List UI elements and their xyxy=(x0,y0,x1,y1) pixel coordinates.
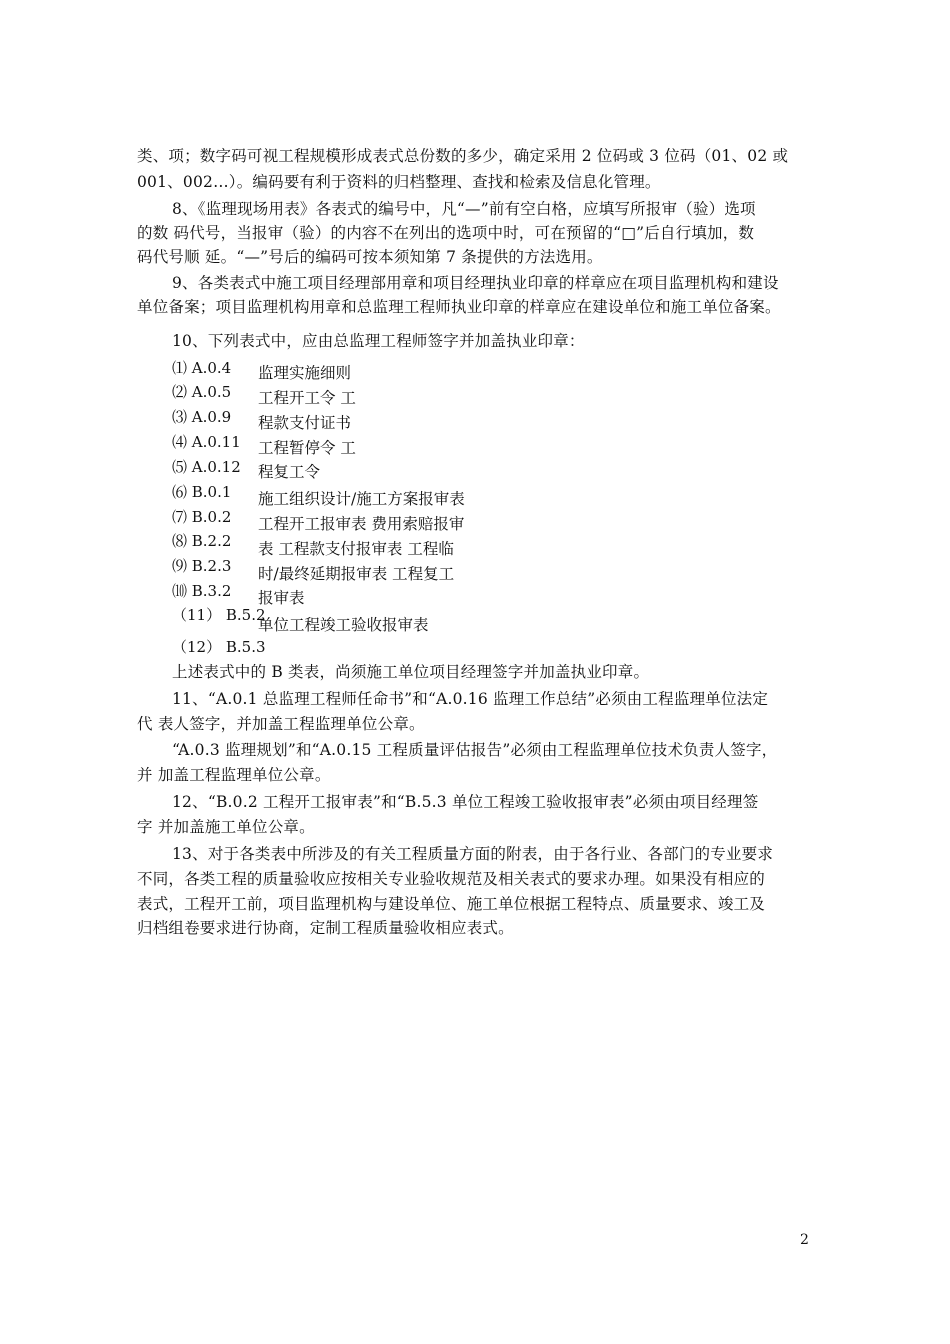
list-number: ⑶ A.0.9 xyxy=(172,408,232,426)
list-name: 表 工程款支付报审表 工程临 xyxy=(258,540,454,558)
list-name: 工程开工令 工 xyxy=(258,389,356,407)
list-name: 工程开工报审表 费用索赔报审 xyxy=(258,515,465,533)
paragraph-8-line-1: 8、《监理现场用表》各表式的编号中，凡“—”前有空白格，应填写所报审（验）选项 xyxy=(172,200,756,218)
page-number: 2 xyxy=(800,1232,809,1248)
list-number: ⑵ A.0.5 xyxy=(172,383,232,401)
list-name: 监理实施细则 xyxy=(258,364,352,382)
paragraph-11-line-1: 11、“A.0.1 总监理工程师任命书”和“A.0.16 监理工作总结”必须由工程监理单位法定 xyxy=(172,690,769,708)
list-number: ⑴ A.0.4 xyxy=(172,359,232,377)
paragraph-8-line-2: 的数 码代号，当报审（验）的内容不在列出的选项中时，可在预留的“□”后自行填加，数 xyxy=(137,224,755,242)
list-number: ⑹ B.0.1 xyxy=(172,483,232,501)
list-name: 单位工程竣工验收报审表 xyxy=(258,616,429,634)
paragraph-13-line-2: 不同，各类工程的质量验收应按相关专业验收规范及相关表式的要求办理。如果没有相应的 xyxy=(137,870,766,888)
list-number: ⑺ B.0.2 xyxy=(172,508,232,526)
list-number: （12） B.5.3 xyxy=(172,638,266,656)
paragraph-12-line-2: 字 并加盖施工单位公章。 xyxy=(137,818,315,836)
paragraph-9-line-1: 9、各类表式中施工项目经理部用章和项目经理执业印章的样章应在项目监理机构和建设 xyxy=(172,274,779,292)
list-note: 上述表式中的 B 类表，尚须施工单位项目经理签字并加盖执业印章。 xyxy=(172,663,650,681)
list-number: ⑷ A.0.11 xyxy=(172,433,241,451)
paragraph-8-line-3: 码代号顺 延。“—”号后的编码可按本须知第 7 条提供的方法选用。 xyxy=(137,248,603,266)
paragraph-11-line-2: 代 表人签字，并加盖工程监理单位公章。 xyxy=(137,715,425,733)
list-name: 工程暂停令 工 xyxy=(258,439,356,457)
paragraph-13-line-3: 表式，工程开工前，项目监理机构与建设单位、施工单位根据工程特点、质量要求、竣工及 xyxy=(137,895,766,913)
paragraph-11-line-4: 并 加盖工程监理单位公章。 xyxy=(137,766,331,784)
paragraph-11-line-3: “A.0.3 监理规划”和“A.0.15 工程质量评估报告”必须由工程监理单位技术负责人签字， xyxy=(172,741,778,759)
paragraph-7-line-1: 类、项；数字码可视工程规模形成表式总份数的多少，确定采用 2 位码或 3 位码（01、02 或 xyxy=(137,147,789,165)
list-name: 施工组织设计/施工方案报审表 xyxy=(258,490,465,508)
paragraph-10-line-1: 10、下列表式中，应由总监理工程师签字并加盖执业印章： xyxy=(172,332,585,350)
list-number: （11） B.5.2 xyxy=(172,606,266,624)
list-name: 报审表 xyxy=(258,589,305,607)
paragraph-13-line-1: 13、对于各类表中所涉及的有关工程质量方面的附表，由于各行业、各部门的专业要求 xyxy=(172,845,774,863)
list-number: ⑽ B.3.2 xyxy=(172,582,232,600)
list-number: ⑸ A.0.12 xyxy=(172,458,241,476)
list-number: ⑼ B.2.3 xyxy=(172,557,232,575)
list-name: 程复工令 xyxy=(258,463,321,481)
list-name: 程款支付证书 xyxy=(258,414,352,432)
list-name: 时/最终延期报审表 工程复工 xyxy=(258,565,455,583)
paragraph-13-line-4: 归档组卷要求进行协商，定制工程质量验收相应表式。 xyxy=(137,919,514,937)
paragraph-9-line-2: 单位备案；项目监理机构用章和总监理工程师执业印章的样章应在建设单位和施工单位备案。 xyxy=(137,298,781,316)
list-number: ⑻ B.2.2 xyxy=(172,532,232,550)
paragraph-12-line-1: 12、“B.0.2 工程开工报审表”和“B.5.3 单位工程竣工验收报审表”必须由项目经理签 xyxy=(172,793,759,811)
paragraph-7-line-2: 001、002…）。编码要有利于资料的归档整理、查找和检索及信息化管理。 xyxy=(137,173,661,191)
